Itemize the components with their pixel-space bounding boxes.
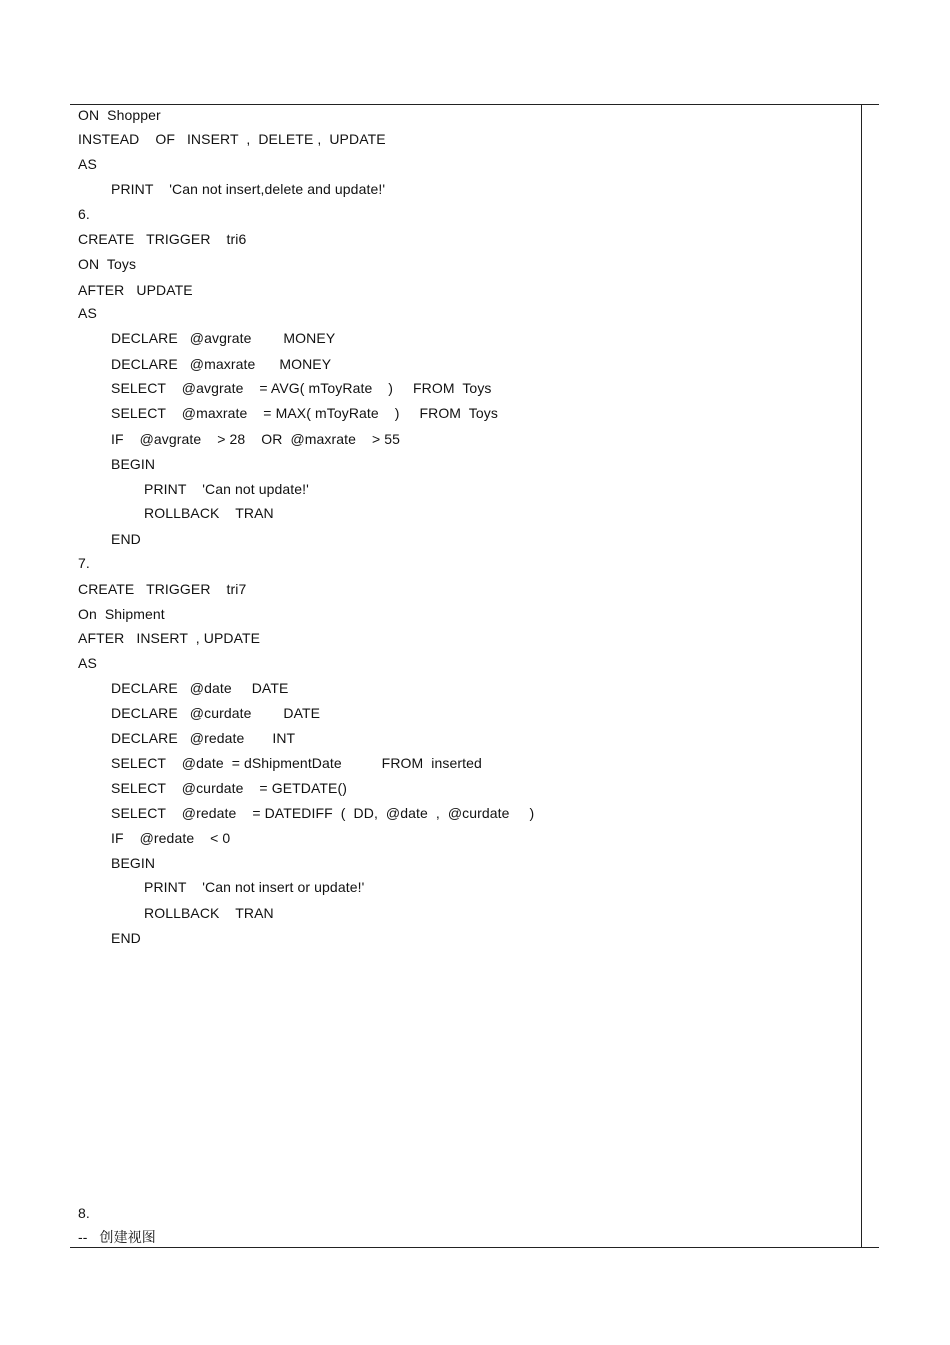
code-line: 8.	[78, 1205, 90, 1221]
code-line: ROLLBACK TRAN	[144, 905, 274, 921]
code-line: SELECT @date = dShipmentDate FROM inserted	[111, 755, 482, 771]
code-line: AS	[78, 305, 97, 321]
code-line: DECLARE @date DATE	[111, 680, 289, 696]
frame-right-border	[861, 104, 862, 1248]
code-line: 6.	[78, 206, 90, 222]
code-line: END	[111, 531, 141, 547]
code-line: ON Toys	[78, 256, 137, 272]
code-line: DECLARE @curdate DATE	[111, 705, 321, 721]
code-line: DECLARE @avgrate MONEY	[111, 330, 336, 346]
code-line: PRINT 'Can not update!'	[144, 481, 309, 497]
code-line: IF @redate < 0	[111, 830, 231, 846]
code-line: AFTER INSERT , UPDATE	[78, 630, 261, 646]
code-line: On Shipment	[78, 606, 165, 622]
code-line: ON Shopper	[78, 107, 161, 123]
frame-top-border	[70, 104, 879, 105]
code-line: BEGIN	[111, 855, 156, 871]
code-line: SELECT @curdate = GETDATE()	[111, 780, 348, 796]
code-line: AFTER UPDATE	[78, 282, 193, 298]
code-line: CREATE TRIGGER tri7	[78, 581, 247, 597]
code-line: CREATE TRIGGER tri6	[78, 231, 247, 247]
code-line: SELECT @avgrate = AVG( mToyRate ) FROM Toys	[111, 380, 492, 396]
code-line: DECLARE @maxrate MONEY	[111, 356, 332, 372]
code-line: ROLLBACK TRAN	[144, 505, 274, 521]
code-line: END	[111, 930, 141, 946]
code-line: SELECT @redate = DATEDIFF ( DD, @date , @curdate )	[111, 805, 535, 821]
code-line: AS	[78, 655, 97, 671]
code-line: DECLARE @redate INT	[111, 730, 296, 746]
frame-bottom-border	[70, 1247, 879, 1248]
code-line: BEGIN	[111, 456, 156, 472]
code-line: INSTEAD OF INSERT , DELETE , UPDATE	[78, 131, 386, 147]
code-line: PRINT 'Can not insert,delete and update!'	[111, 181, 386, 197]
code-line: PRINT 'Can not insert or update!'	[144, 879, 365, 895]
code-line: AS	[78, 156, 97, 172]
code-line: -- 创建视图	[78, 1229, 156, 1245]
code-line: IF @avgrate > 28 OR @maxrate > 55	[111, 431, 401, 447]
code-line: 7.	[78, 555, 90, 571]
code-line: SELECT @maxrate = MAX( mToyRate ) FROM Toys	[111, 405, 498, 421]
